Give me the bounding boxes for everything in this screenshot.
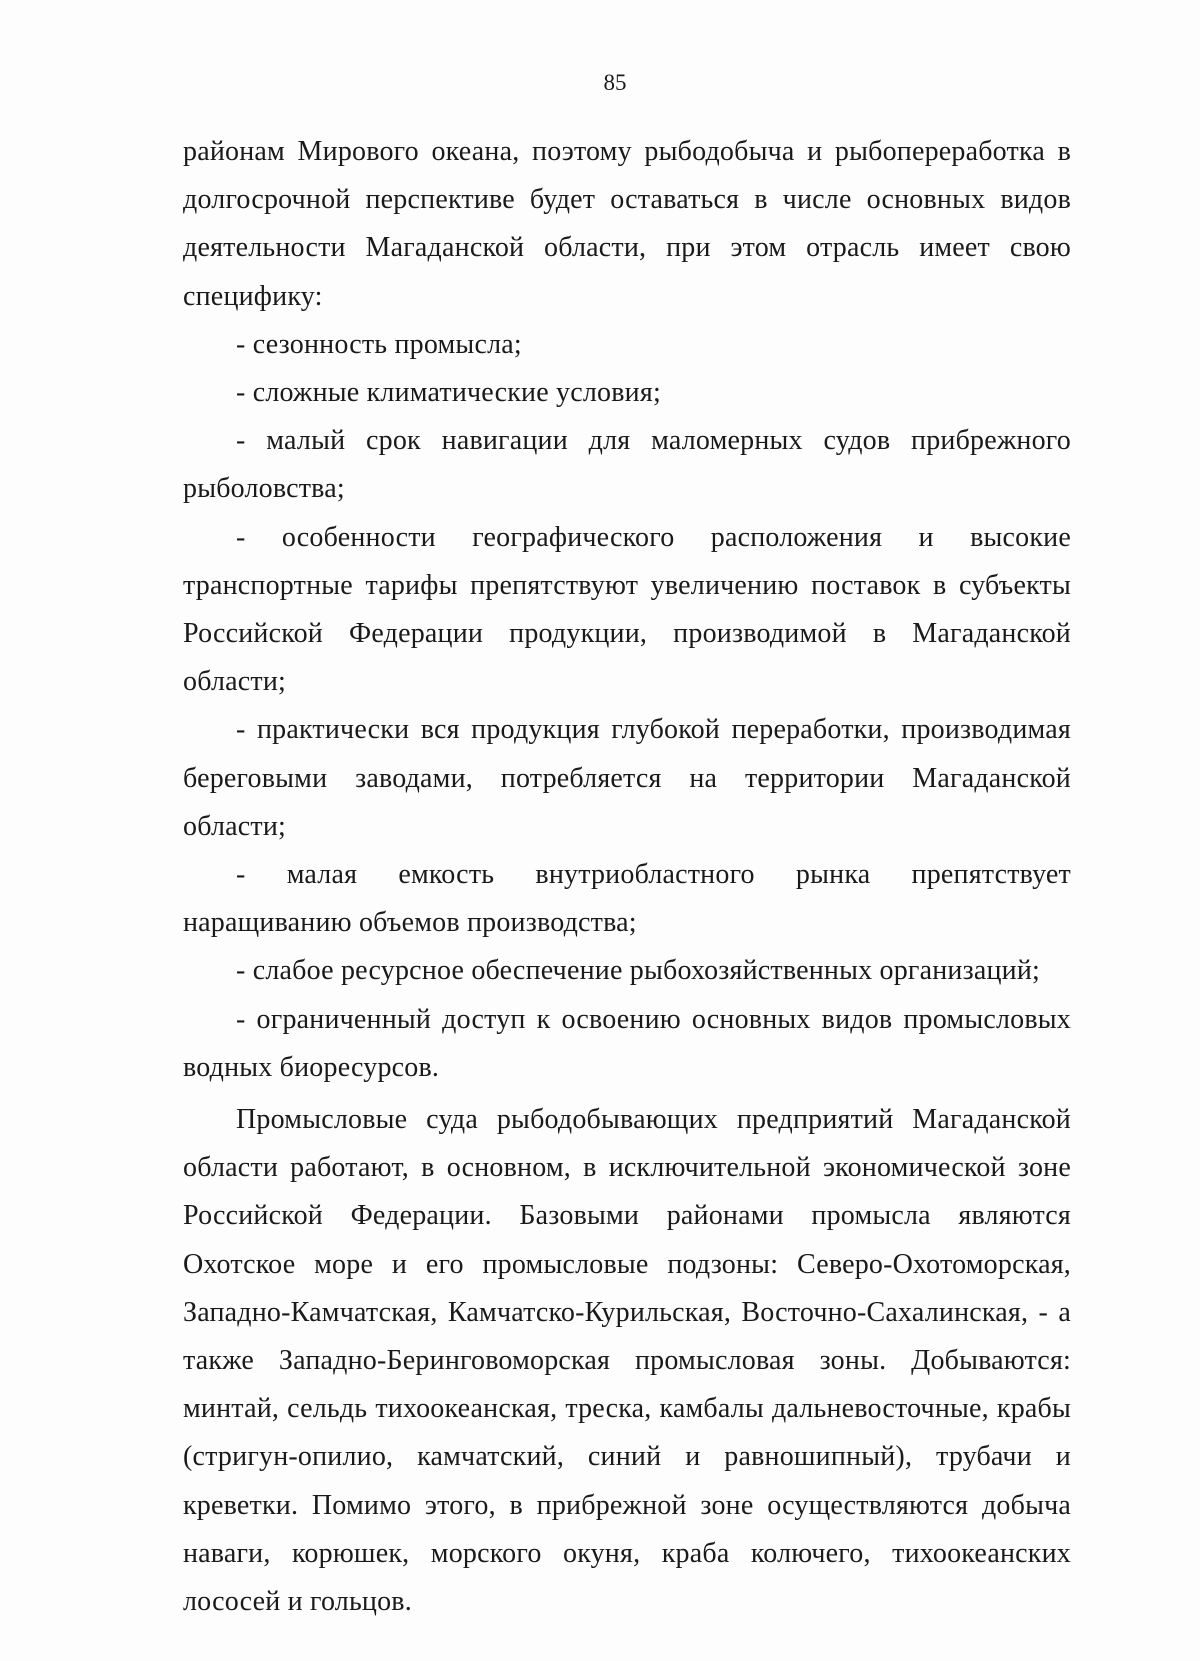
paragraph-fishing-vessels: Промысловые суда рыбодобывающих предприятий Магаданской области работают, в основном, в исключительной экономической зоне Российской Федерации. Базовыми районами промысла являются Охотское море и его промысловые подзоны: Северо-Охотоморская, Западно-Камчатская, Камчатско-Курильская, Восточно-Сахалинская, - а также Западно-Беринговоморская промысловая зоны. Добываются: минтай, сельдь тихоокеанская, треска, камбалы дальневосточные, крабы (стригун-опилио, камчатский, синий и равношипный), трубачи и креветки. Помимо этого, в прибрежной зоне осуществляются добыча наваги, корюшек, морского окуня, краба колючего, тихоокеанских лососей и гольцов.	[183, 1104, 1071, 1618]
list-item-limited-access: - ограниченный доступ к освоению основных видов промысловых водных биоресурсов.	[183, 1003, 1071, 1083]
list-item-navigation: - малый срок навигации для маломерных судов прибрежного рыболовства;	[183, 425, 1071, 505]
list-item-seasonality: - сезонность промысла;	[236, 328, 522, 360]
page-number: 85	[603, 70, 627, 95]
paragraph-intro: районам Мирового океана, поэтому рыбодобыча и рыбопереработка в долгосрочной перспективе будет оставаться в числе основных видов деятельности Магаданской области, при этом отрасль имеет свою специфику:	[183, 136, 1071, 312]
document-body	[183, 128, 1071, 1626]
list-item-climate: - сложные климатические условия;	[236, 377, 661, 409]
list-item-market-capacity: - малая емкость внутриобластного рынка препятствует наращиванию объемов производства;	[183, 859, 1071, 939]
list-item-geography-tariffs: - особенности географического расположения и высокие транспортные тарифы препятствуют увеличению поставок в субъекты Российской Федерации продукции, производимой в Магаданской области;	[183, 521, 1071, 698]
list-item-deep-processing: - практически вся продукция глубокой переработки, производимая береговыми заводами, потребляется на территории Магаданской области;	[183, 714, 1071, 842]
list-item-resource-supply: - слабое ресурсное обеспечение рыбохозяйственных организаций;	[236, 955, 1041, 987]
